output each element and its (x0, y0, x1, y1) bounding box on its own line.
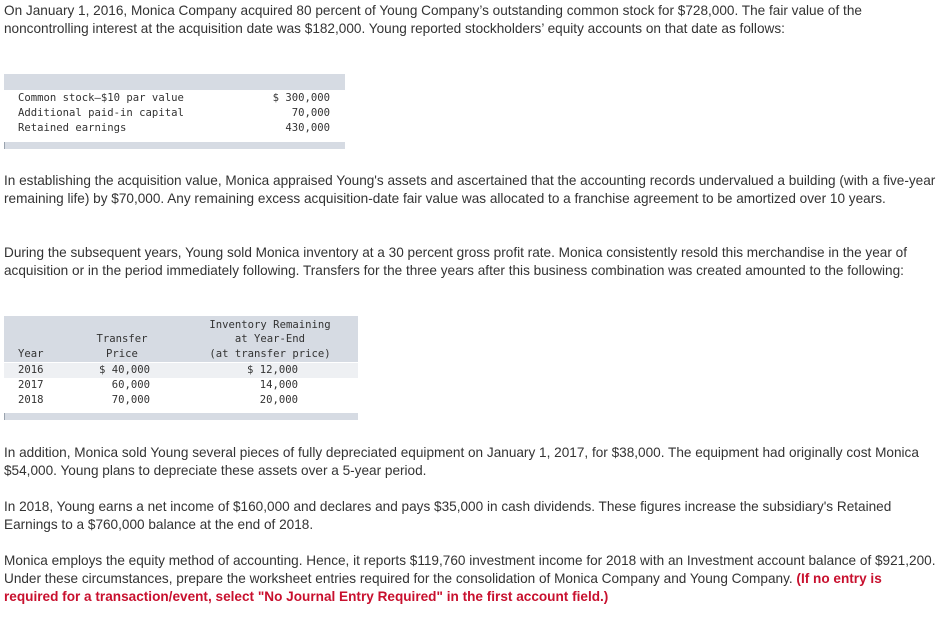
price-header-line1: Transfer (96, 333, 148, 345)
instructions-note: (If no entry is required for a transaction/event, select "No Journal Entry Required" in the first account field.) (4, 571, 882, 605)
equity-amount: $ 300,000 (272, 92, 330, 104)
equity-row (4, 121, 345, 136)
instructions-text: Monica employs the equity method of accounting. Hence, it reports $119,760 investment income for 2018 with an Investment account balance of $921,200. Under these circumstances, prepare the worksheet entries required for the consolidation of Monica Company and Young Company. (4, 553, 936, 587)
transfers-paragraph: During the subsequent years, Young sold Monica inventory at a 30 percent gross profit rate. Monica consistently resold this merchandise in the year of acquisition or in the period immediately following. Transfers for the three years after this business combination was created amounted to the following: (4, 245, 907, 279)
equity-row (4, 91, 345, 106)
transfer-year: 2017 (18, 379, 44, 391)
transfer-inventory: 14,000 (259, 379, 298, 391)
transfer-row (4, 378, 358, 393)
equipment-paragraph: In addition, Monica sold Young several pieces of fully depreciated equipment on January 1, 2017, for $38,000. The equipment had originally cost Monica $54,000. Young plans to depreciate these assets over a 5-year period. (4, 445, 919, 479)
equity-account: Additional paid-in capital (18, 107, 184, 119)
equity-table (4, 74, 345, 150)
transfer-inventory: 20,000 (259, 394, 298, 406)
transfer-price: $ 40,000 (98, 364, 150, 376)
instructions-paragraph (4, 552, 936, 607)
transfer-table (4, 316, 358, 422)
transfer-header-line3 (4, 347, 358, 362)
equity-amount: 70,000 (291, 107, 330, 119)
equity-row (4, 106, 345, 121)
transfer-header-line1 (4, 318, 358, 333)
year-header: Year (18, 348, 44, 360)
intro-paragraph: On January 1, 2016, Monica Company acquired 80 percent of Young Company’s outstanding common stock for $728,000. The fair value of the noncontrolling interest at the acquisition date was $182,000. Young reported stockholders’ equity accounts on that date as follows: (4, 3, 862, 37)
transfer-row (4, 363, 358, 378)
appraisal-paragraph: In establishing the acquisition value, Monica appraised Young's assets and ascertained that the accounting records undervalued a building (with a five-year remaining life) by $70,000. Any remaining excess acquisition-date fair value was allocated to a franchise agreement to be amortized over 10 years. (4, 173, 936, 207)
equity-account: Common stock—$10 par value (18, 92, 184, 104)
equity-table-header (4, 74, 345, 90)
income-paragraph: In 2018, Young earns a net income of $160,000 and declares and pays $35,000 in cash dividends. These figures increase the subsidiary's Retained Earnings to a $760,000 balance at the end of 2018. (4, 499, 892, 533)
inventory-header-line2: at Year-End (234, 333, 306, 345)
price-header-line2: Price (106, 348, 138, 360)
transfer-year: 2018 (18, 394, 44, 406)
transfer-row (4, 393, 358, 408)
equity-table-footer (4, 142, 345, 149)
transfer-table-footer (4, 413, 358, 420)
equity-account: Retained earnings (18, 122, 127, 134)
transfer-price: 70,000 (111, 394, 150, 406)
transfer-inventory: $ 12,000 (246, 364, 298, 376)
transfer-price: 60,000 (111, 379, 150, 391)
transfer-year: 2016 (18, 364, 44, 376)
equity-amount: 430,000 (285, 122, 330, 134)
inventory-header-line1: Inventory Remaining (209, 319, 331, 331)
transfer-header-line2 (4, 332, 358, 347)
inventory-header-line3: (at transfer price) (209, 348, 331, 360)
